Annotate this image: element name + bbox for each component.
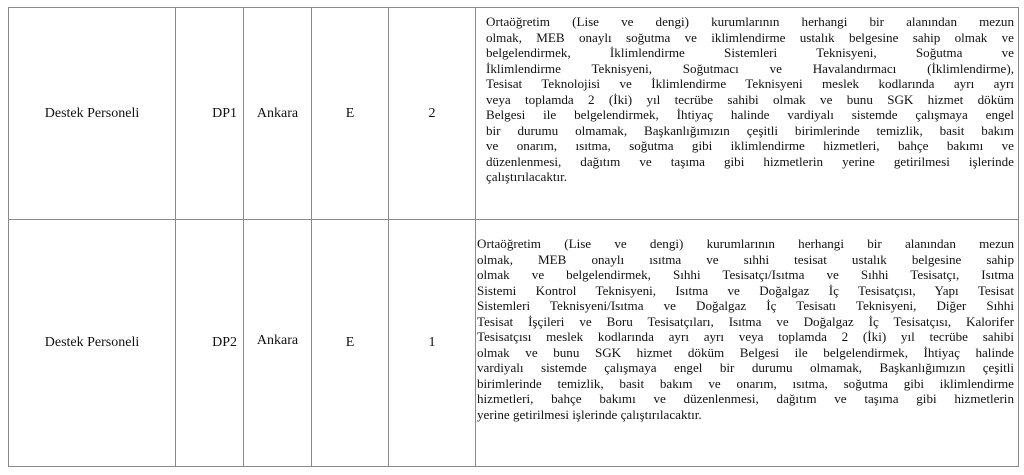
description-line: Ortaöğretim (Lise ve dengi) kurumlarının herhangi bir alanından mezun [477,236,1014,251]
city-cell: Ankara [244,220,312,467]
description-line: bir durumu olmamak, Başkanlığımızın çeşitli birimlerinde temizlik, basit bakım [486,122,1014,138]
city-cell: Ankara [244,8,312,220]
description-cell [476,8,1019,220]
description-line: hizmetleri, bahçe bakımı ve düzenlenmesi, dağıtım ve taşıma gibi hizmetlerin [477,391,1014,407]
description-cell [476,220,1019,467]
description-line: Sistemleri Teknisyeni/Isıtma ve Doğalgaz İç Tesisatı Teknisyeni, Diğer Sıhhi [477,298,1014,314]
description-line: olmak, MEB onaylı ısıtma ve sıhhi tesisat ustalık belgesine sahip [477,251,1014,267]
description-line: birimlerinde temizlik, basit bakım ve onarım, ısıtma, soğutma gibi iklimlendirme [477,375,1014,391]
description-line: İklimlendirme Teknisyeni, Soğutmacı ve Havalandırmacı (İklimlendirme), [486,60,1014,76]
description-line: Tesisatçısı meslek kodlarında ayrı ayrı veya toplamda 2 (İki) yıl tecrübe sahibi [477,329,1014,345]
description-line: Sistemi Kontrol Teknisyeni, Isıtma ve Doğalgaz İç Tesisatçısı, Yapı Tesisat [477,282,1014,298]
table-row [9,220,1019,467]
description-line: düzenlenmesi, dağıtım ve taşıma gibi hizmetlerin yerine getirilmesi işlerinde [486,153,1014,169]
description-line: belgelendirmek, İklimlendirme Sistemleri Teknisyeni, Soğutma ve [486,45,1014,61]
description-line: olmak ve bunu SGK hizmet döküm Belgesi ile belgelendirmek, İhtiyaç halinde [477,344,1014,360]
position-cell: Destek Personeli [9,8,176,220]
code-cell: DP1 [176,8,244,220]
description-line: Ortaöğretim (Lise ve dengi) kurumlarının herhangi bir alanından mezun [486,14,1014,29]
description-line: Tesisat Teknolojisi ve İklimlendirme Teknisyeni meslek kodlarında ayrı ayrı [486,76,1014,92]
description-line: ve onarım, ısıtma, soğutma gibi iklimlendirme hizmetleri, bahçe bakımı ve [486,138,1014,154]
code-cell: DP2 [176,220,244,467]
gender-cell: E [312,220,389,467]
description-line: vardiyalı sistemde çalışmaya engel bir durumu olmamak, Başkanlığımızın çeşitli [477,360,1014,376]
count-cell: 1 [389,220,476,467]
count-cell: 2 [389,8,476,220]
gender-cell: E [312,8,389,220]
description-line: çalıştırılacaktır. [486,169,568,185]
description-line: olmak ve belgelendirmek, Sıhhi Tesisatçı/Isıtma ve Sıhhi Tesisatçı, Isıtma [477,267,1014,283]
description-line: olmak, MEB onaylı soğutma ve iklimlendirme ustalık belgesine sahip olmak ve [486,29,1014,45]
description-line: veya toplamda 2 (İki) yıl tecrübe sahibi olmak ve bunu SGK hizmet döküm [486,91,1014,107]
description-line: Belgesi ile belgelendirmek, İhtiyaç halinde vardiyalı sistemde çalışmaya engel [486,107,1014,123]
description-line: Tesisat İşçileri ve Boru Tesisatçıları, Isıtma ve Doğalgaz İç Tesisatçısı, Kalorifer [477,313,1014,329]
positions-table [8,7,1019,467]
table-row [9,8,1019,220]
description-line: yerine getirilmesi işlerinde çalıştırılacaktır. [477,407,702,423]
position-cell: Destek Personeli [9,220,176,467]
